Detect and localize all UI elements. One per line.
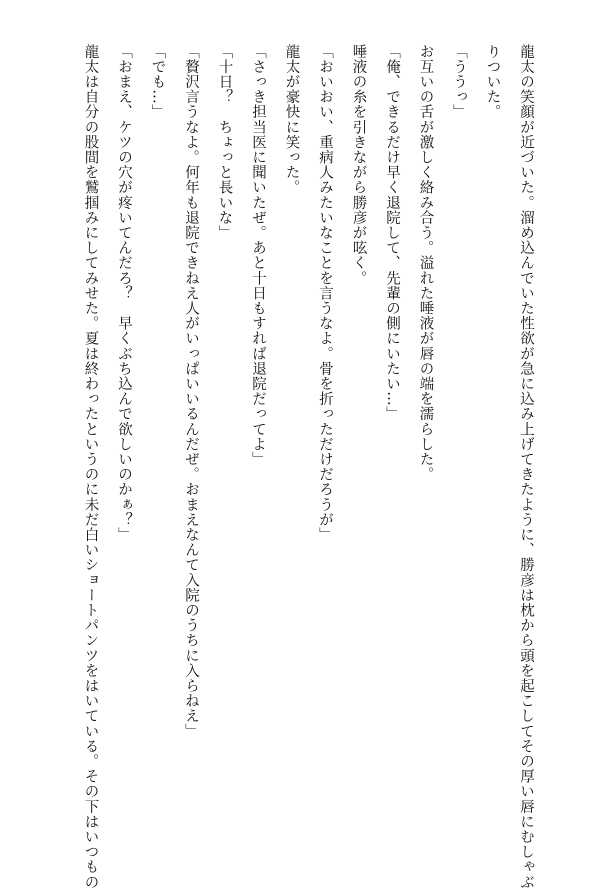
text-line-8: 龍太が豪快に笑った。 (283, 44, 300, 195)
text-line-6: 唾液の糸を引きながら勝彦が呟く。 (350, 44, 367, 286)
text-line-14: 龍太は自分の股間を鷲掴みにしてみせた。夏は終わったというのに未だ白いショートパンツをはいている。その下はいつもの (82, 44, 99, 890)
text-line-13: 「おまえ、ケツの穴が疼いてんだろ？ 早くぶち込んで欲しいのかぁ？」 (116, 44, 132, 543)
vertical-text-body (73, 44, 542, 890)
text-line-12: 「でも…」 (149, 44, 166, 120)
text-line-11: 「贅沢言うなよ。何年も退院できねえ人がいっぱいいるんだぜ。おまえなんて入院のうちに入らねえ」 (183, 44, 199, 739)
text-line-5: 「俺、できるだけ早く退院して、先輩の側にいたい…」 (384, 44, 400, 422)
text-line-1: 龍太の笑顔が近づいた。溜め込んでいた性欲が急に込み上げてきたように、勝彦は枕から頭を起こしてその厚い唇にむしゃぶ (518, 44, 534, 890)
text-line-2: りついた。 (484, 44, 501, 120)
text-line-10: 「十日？ ちょっと長いな」 (216, 44, 233, 241)
text-line-4: お互いの舌が激しく絡み合う。溢れた唾液が唇の端を濡らした。 (417, 44, 434, 482)
text-line-3: 「ううっ」 (451, 44, 467, 120)
text-line-7: 「おいおい、重病人みたいなことを言うなよ。骨を折っただけだろうが」 (317, 44, 333, 543)
text-line-9: 「さっき担当医に聞いたぜ。あと十日もすれば退院だってよ」 (250, 44, 266, 467)
